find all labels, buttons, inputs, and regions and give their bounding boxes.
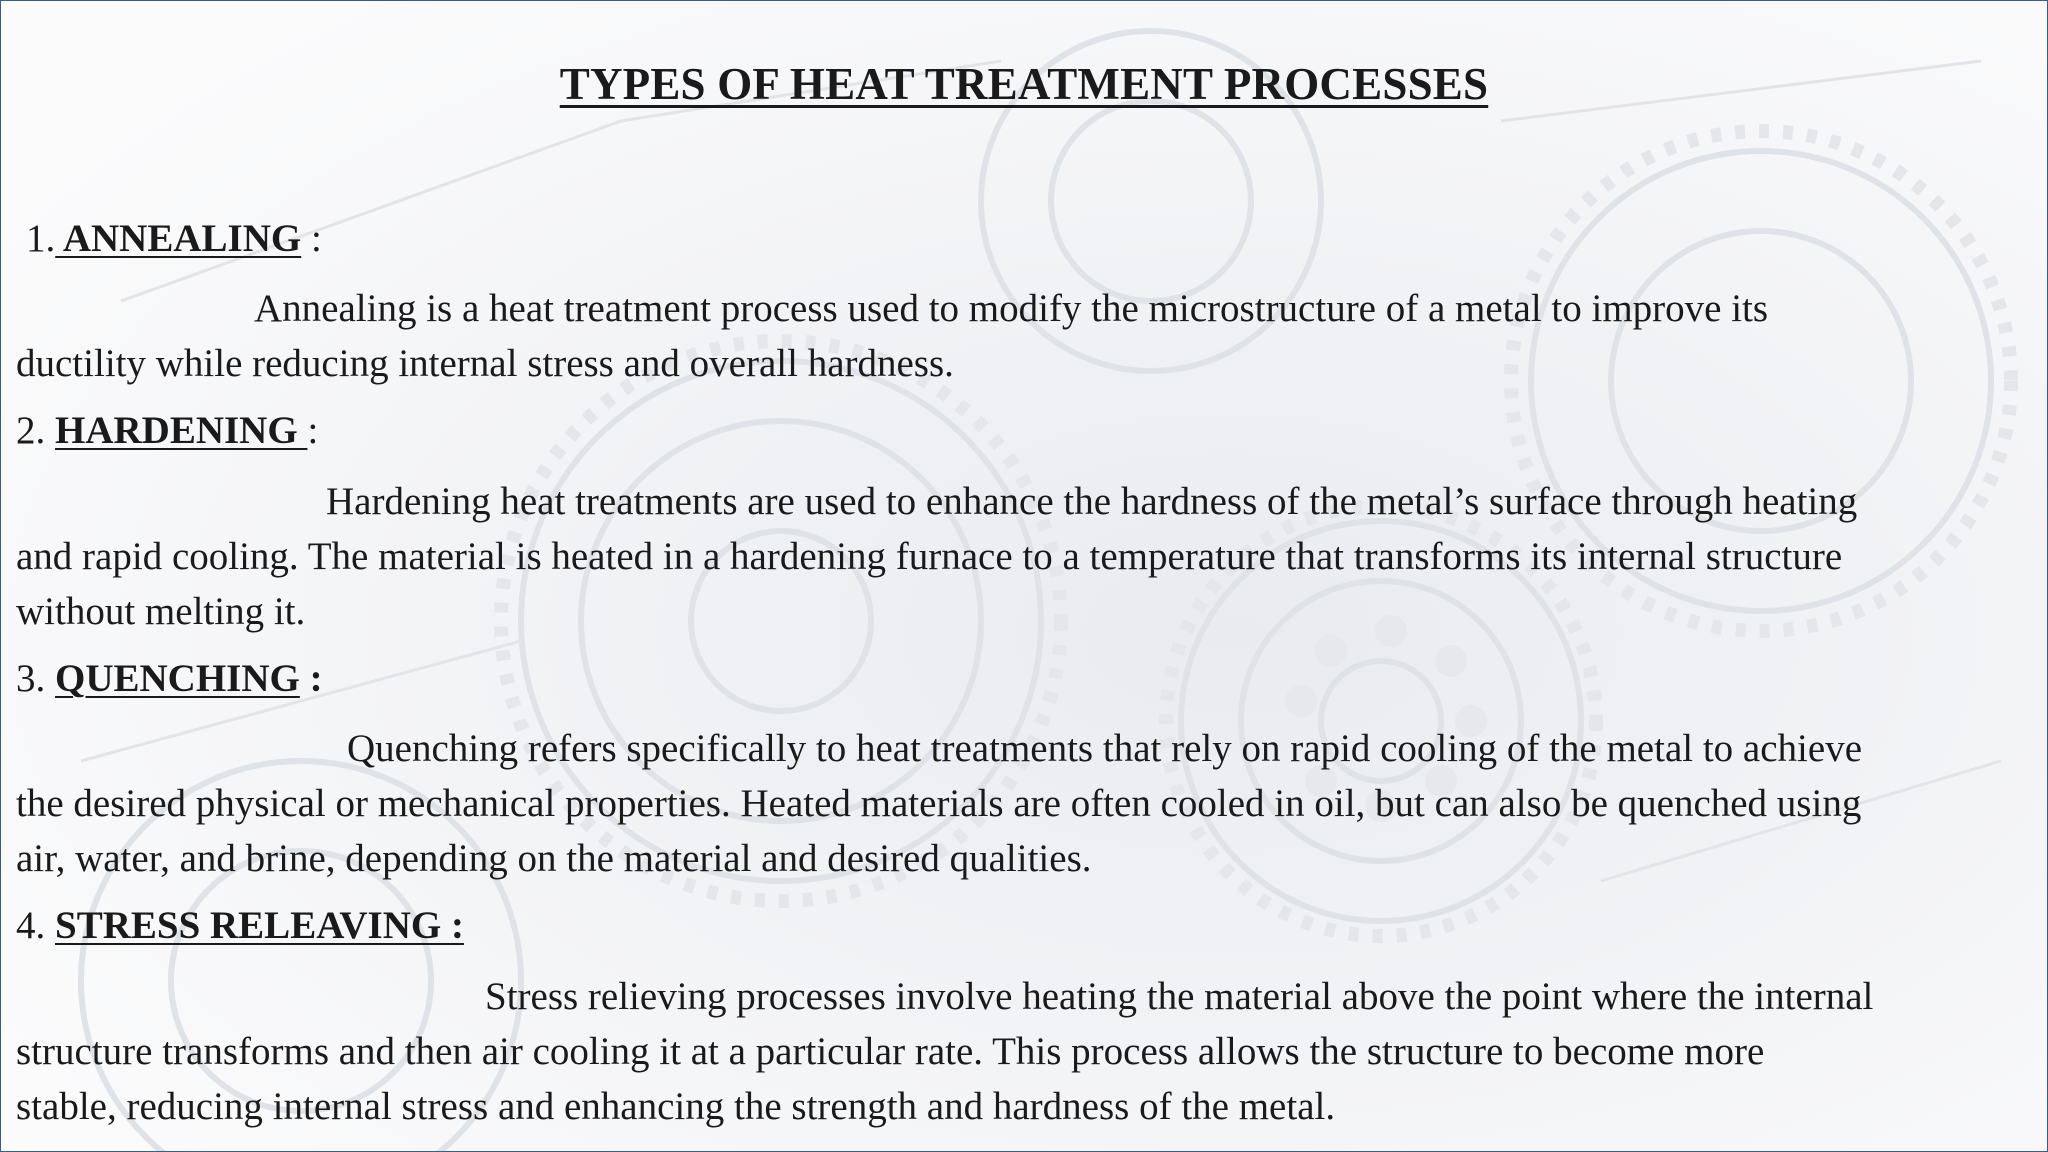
body-line: Hardening heat treatments are used to enhance the hardness of the metal’s surface through heating [326,480,1858,523]
body-line: Annealing is a heat treatment process used to modify the microstructure of a metal to improve its [254,287,1769,330]
section-heading-quenching [16,654,323,704]
section-separator: : [299,657,323,700]
section-title: QUENCHING [55,657,300,700]
section-separator: : [301,217,322,260]
section-heading-annealing [26,214,322,264]
body-line: without melting it. [16,590,306,633]
body-line: structure transforms and then air cooling it at a particular rate. This process allows the structure to become more [16,1030,1765,1073]
body-line: ductility while reducing internal stress and overall hardness. [16,342,954,385]
slide-title: TYPES OF HEAT TREATMENT PROCESSES [559,59,1489,109]
section-separator: : [307,409,319,452]
section-body-hardening [16,474,2041,639]
section-heading-stress-releaving [16,901,464,951]
section-title: ANNEALING [55,217,302,260]
section-title: STRESS RELEAVING : [55,904,464,947]
section-heading-hardening [16,406,318,456]
body-line: stable, reducing internal stress and enhancing the strength and hardness of the metal. [16,1085,1336,1128]
section-number: 2. [16,409,55,452]
section-number: 1. [26,217,56,260]
body-line: air, water, and brine, depending on the material and desired qualities. [16,837,1092,880]
body-line: the desired physical or mechanical properties. Heated materials are often cooled in oil, but can also be quenched using [16,782,1862,825]
slide-content [1,1,2047,1151]
section-body-annealing [16,281,2041,391]
section-number: 3. [16,657,55,700]
body-line: Stress relieving processes involve heating the material above the point where the internal [485,975,1874,1018]
body-line: and rapid cooling. The material is heated in a hardening furnace to a temperature that transforms its internal structure [16,535,1843,578]
body-line: Quenching refers specifically to heat treatments that rely on rapid cooling of the metal to achieve [347,727,1863,770]
section-number: 4. [16,904,55,947]
section-body-stress-releaving [16,969,2041,1134]
section-title: HARDENING [55,409,308,452]
section-body-quenching [16,721,2041,886]
